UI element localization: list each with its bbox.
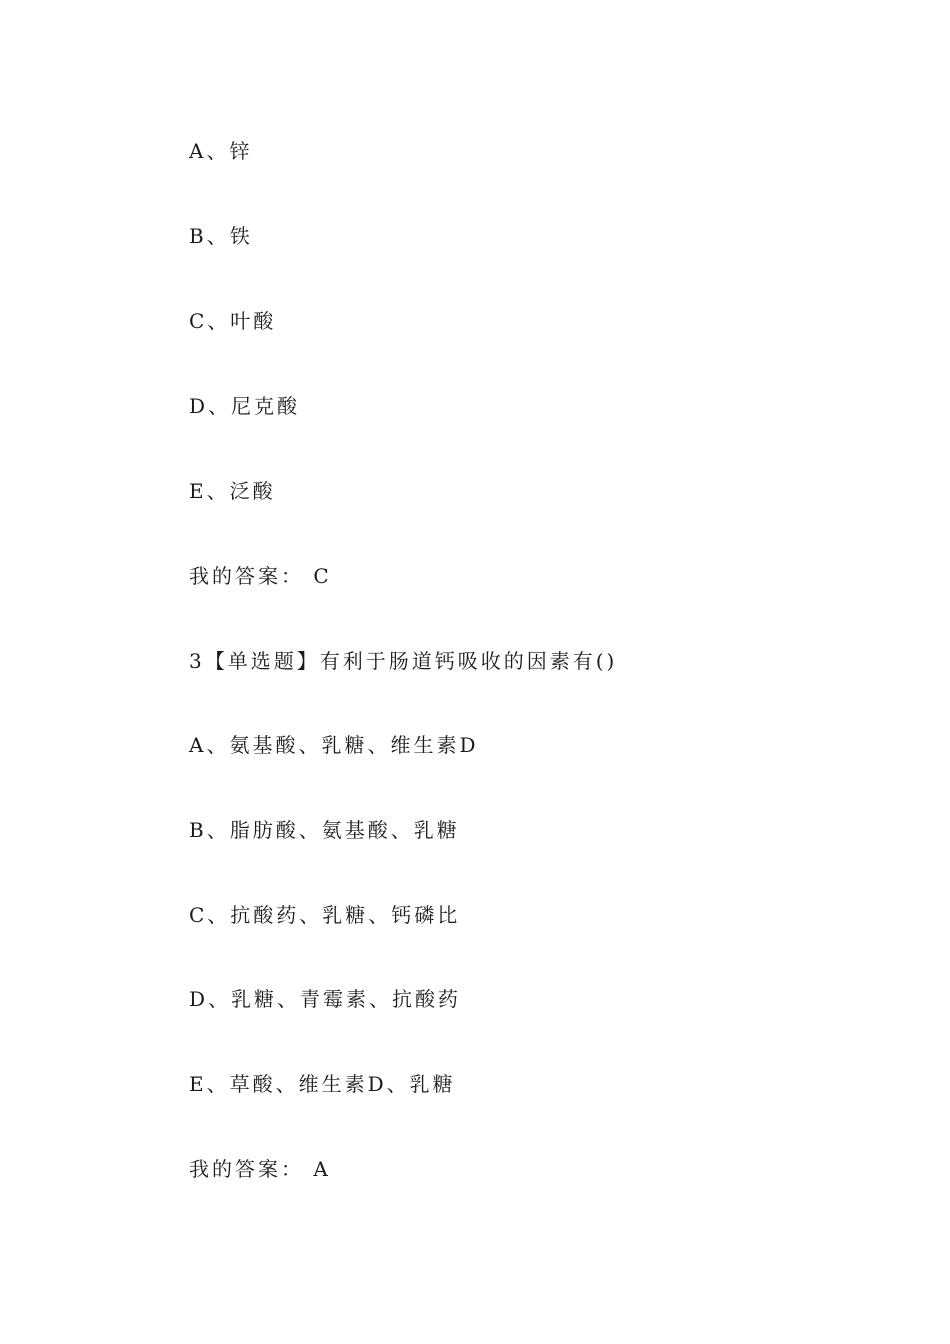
q3-option-d: D、乳糖、青霉素、抗酸药 (189, 987, 462, 1011)
q2-option-c: C、叶酸 (189, 309, 277, 333)
q3-option-b: B、脂肪酸、氨基酸、乳糖 (189, 818, 460, 842)
q3-option-a: A、氨基酸、乳糖、维生素D (189, 733, 479, 757)
q2-option-e: E、泛酸 (189, 479, 276, 503)
q2-option-d: D、尼克酸 (189, 394, 301, 418)
q3-option-e: E、草酸、维生素D、乳糖 (189, 1072, 456, 1096)
q2-option-b: B、铁 (189, 224, 253, 248)
q3-option-c: C、抗酸药、乳糖、钙磷比 (189, 903, 461, 927)
q2-my-answer: 我的答案： C (189, 564, 332, 588)
q3-my-answer: 我的答案： A (189, 1157, 331, 1181)
q3-question: 3【单选题】有利于肠道钙吸收的因素有() (189, 649, 618, 673)
q2-option-a: A、锌 (189, 139, 253, 163)
